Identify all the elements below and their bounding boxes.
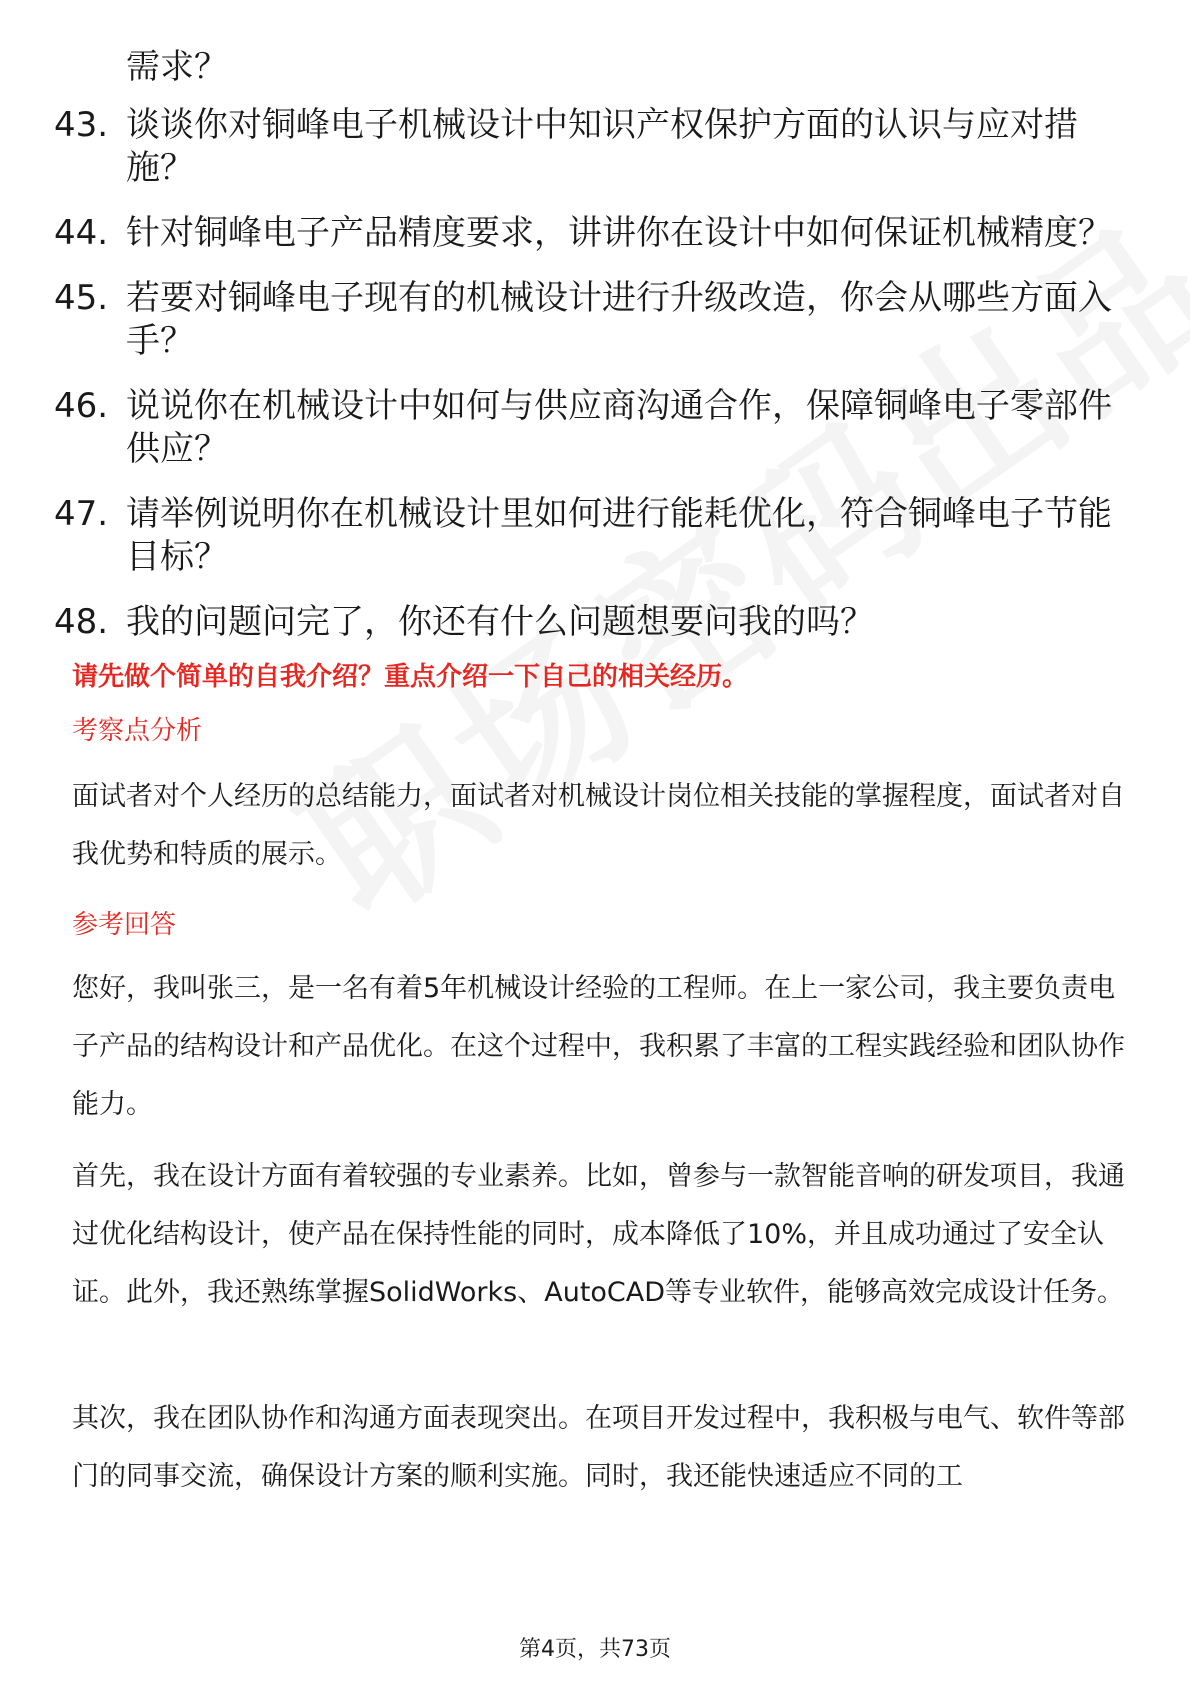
list-item (54, 493, 1134, 579)
question-number: 46. (54, 386, 109, 426)
question-number: 43. (54, 105, 109, 145)
answer-paragraph-2: 首先，我在设计方面有着较强的专业素养。比如，曾参与一款智能音响的研发项目，我通过优化结构设计，使产品在保持性能的同时，成本降低了10%，并且成功通过了安全认证。此外，我还熟练掌握SolidWorks、AutoCAD等专业软件，能够高效完成设计任务。 (72, 1161, 1125, 1308)
page-footer: 第4页，共73页 (519, 1637, 671, 1662)
answer-paragraph-1: 您好，我叫张三，是一名有着5年机械设计经验的工程师。在上一家公司，我主要负责电子产品的结构设计和产品优化。在这个过程中，我积累了丰富的工程实践经验和团队协作能力。 (72, 973, 1125, 1120)
question-text: 请举例说明你在机械设计里如何进行能耗优化，符合铜峰电子节能目标？ (126, 494, 1112, 577)
question-text: 若要对铜峰电子现有的机械设计进行升级改造，你会从哪些方面入手？ (126, 278, 1112, 361)
list-item (54, 104, 1134, 190)
question-list (54, 104, 1134, 666)
question-number: 48. (54, 602, 109, 642)
question-number: 45. (54, 278, 109, 318)
analysis-text: 面试者对个人经历的总结能力，面试者对机械设计岗位相关技能的掌握程度，面试者对自我优势和特质的展示。 (72, 781, 1125, 870)
answer-heading: 参考回答 (72, 910, 177, 940)
question-text: 谈谈你对铜峰电子机械设计中知识产权保护方面的认识与应对措施？ (126, 105, 1078, 188)
question-number: 44. (54, 213, 109, 253)
question-text: 针对铜峰电子产品精度要求，讲讲你在设计中如何保证机械精度？ (126, 213, 1112, 253)
answer-paragraph-3: 其次，我在团队协作和沟通方面表现突出。在项目开发过程中，我积极与电气、软件等部门的同事交流，确保设计方案的顺利实施。同时，我还能快速适应不同的工 (72, 1403, 1125, 1492)
analysis-heading: 考察点分析 (72, 716, 203, 746)
list-item (54, 385, 1134, 471)
question-text: 说说你在机械设计中如何与供应商沟通合作，保障铜峰电子零部件供应？ (126, 386, 1112, 469)
list-item (54, 212, 1134, 255)
question-text: 我的问题问完了，你还有什么问题想要问我的吗？ (126, 602, 874, 642)
question-continuation: 需求？ (126, 47, 228, 87)
question-title: 请先做个简单的自我介绍？重点介绍一下自己的相关经历。 (72, 662, 749, 692)
list-item (54, 601, 1134, 644)
question-number: 47. (54, 494, 109, 534)
list-item (54, 277, 1134, 363)
